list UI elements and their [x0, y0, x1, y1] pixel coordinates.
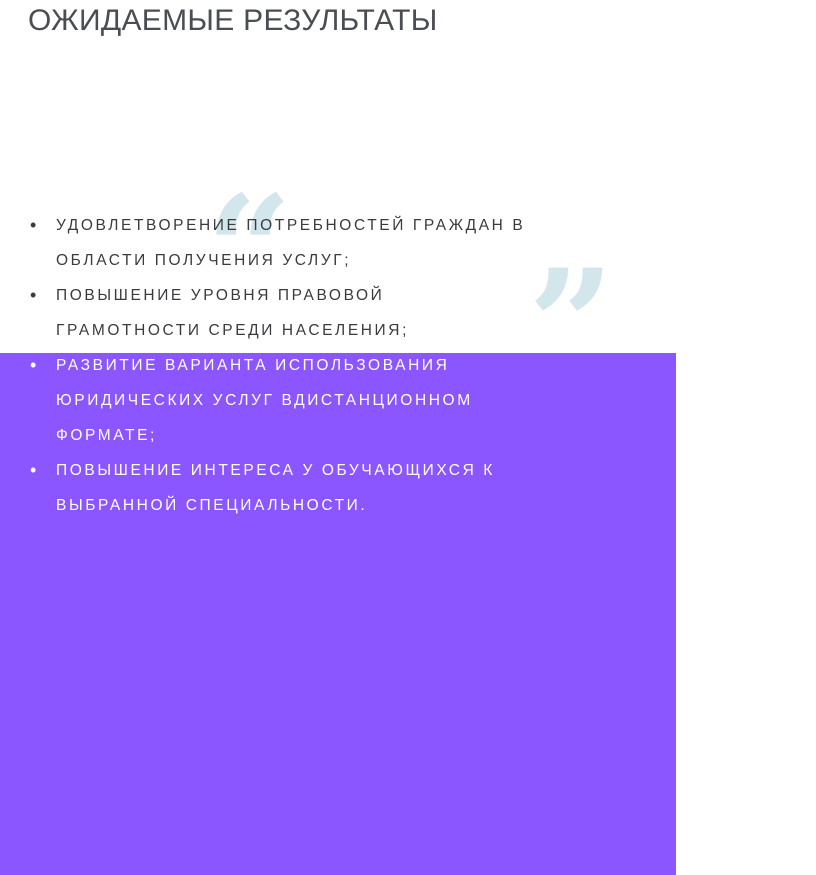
- bullet-list: [30, 208, 670, 523]
- bullet-item-legal-literacy: [30, 278, 670, 348]
- bullet-line: УДОВЛЕТВОРЕНИЕ ПОТРЕБНОСТЕЙ ГРАЖДАН В: [56, 217, 526, 234]
- bullet-dot-icon: •: [30, 355, 39, 375]
- bullet-line: ПОВЫШЕНИЕ УРОВНЯ ПРАВОВОЙ: [56, 287, 385, 304]
- slide-title: ОЖИДАЕМЫЕ РЕЗУЛЬТАТЫ: [28, 4, 438, 37]
- bullet-line: ФОРМАТЕ;: [56, 427, 157, 444]
- bullet-line: ГРАМОТНОСТИ СРЕДИ НАСЕЛЕНИЯ;: [56, 322, 409, 339]
- bullet-line: ВЫБРАННОЙ СПЕЦИАЛЬНОСТИ.: [56, 497, 368, 514]
- bullet-dot-icon: •: [30, 215, 39, 235]
- bullet-line: ЮРИДИЧЕСКИХ УСЛУГ ВДИСТАНЦИОННОМ: [56, 392, 473, 409]
- bullet-dot-icon: •: [30, 285, 39, 305]
- bullet-line: ОБЛАСТИ ПОЛУЧЕНИЯ УСЛУГ;: [56, 252, 352, 269]
- bullet-dot-icon: •: [30, 460, 39, 480]
- open-quote-icon: “: [206, 163, 293, 339]
- bullet-line: ПОВЫШЕНИЕ ИНТЕРЕСА У ОБУЧАЮЩИХСЯ К: [56, 462, 495, 479]
- bullet-item-remote-services: [30, 348, 670, 453]
- close-quote-icon: ”: [528, 237, 615, 413]
- bullet-item-citizen-needs: [30, 208, 670, 278]
- bullet-line: РАЗВИТИЕ ВАРИАНТА ИСПОЛЬЗОВАНИЯ: [56, 357, 450, 374]
- bullet-item-student-interest: [30, 453, 670, 523]
